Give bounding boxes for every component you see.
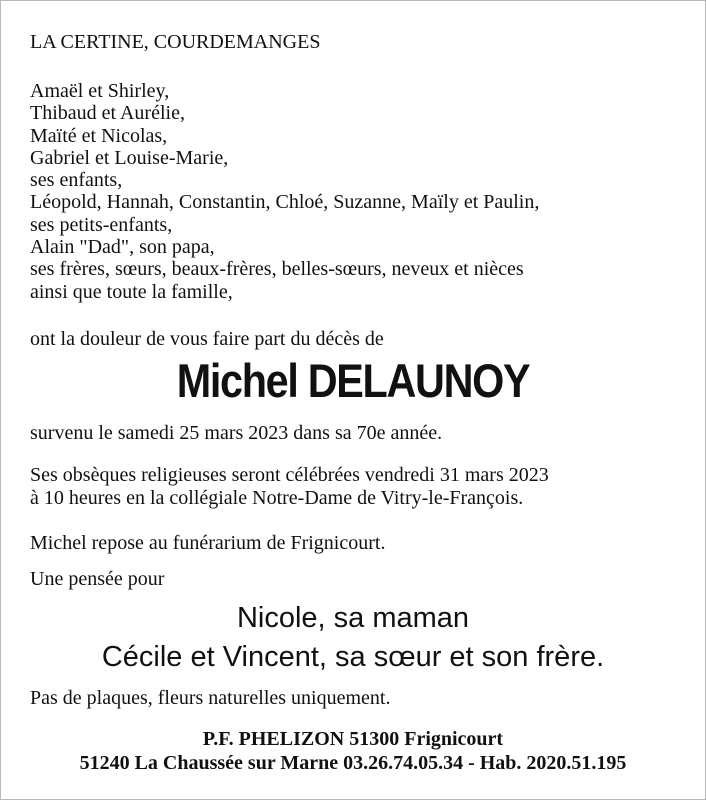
family-member-line: Maïté et Nicolas, <box>30 124 168 147</box>
remembered-person-line: Cécile et Vincent, sa sœur et son frère. <box>101 641 605 673</box>
family-member-line: Alain "Dad", son papa, <box>30 236 215 259</box>
funeral-home-name: P.F. PHELIZON 51300 Frignicourt <box>202 728 504 750</box>
funeral-details-line-1: Ses obsèques religieuses seront célébrées vendredi 31 mars 2023 <box>30 464 549 486</box>
announcement-text: ont la douleur de vous faire part du décès de <box>30 328 384 350</box>
death-date-text: survenu le samedi 25 mars 2023 dans sa 70e année. <box>30 422 443 444</box>
family-member-line: Thibaud et Aurélie, <box>30 102 185 125</box>
location-line: LA CERTINE, COURDEMANGES <box>30 31 321 53</box>
family-relation-line: ses petits-enfants, <box>30 213 173 236</box>
family-member-line: Gabriel et Louise-Marie, <box>30 146 229 169</box>
family-member-line: Léopold, Hannah, Constantin, Chloé, Suzanne, Maïly et Paulin, <box>30 191 540 214</box>
deceased-name: Michel DELAUNOY <box>176 354 530 407</box>
funeral-home-address: 51240 La Chaussée sur Marne 03.26.74.05.34 - Hab. 2020.51.195 <box>79 752 627 774</box>
family-member-line: ses frères, sœurs, beaux-frères, belles-sœurs, neveux et nièces <box>30 258 524 281</box>
family-relation-line: ses enfants, <box>30 169 123 192</box>
thought-intro: Une pensée pour <box>30 568 165 590</box>
family-member-line: Amaël et Shirley, <box>30 80 170 102</box>
remembered-person-line: Nicole, sa maman <box>236 602 470 634</box>
repose-text: Michel repose au funérarium de Frignicourt. <box>30 532 386 554</box>
family-closing-line: ainsi que toute la famille, <box>30 280 233 303</box>
flowers-note: Pas de plaques, fleurs naturelles uniquement. <box>30 687 391 709</box>
family-list <box>30 80 690 303</box>
funeral-details-line-2: à 10 heures en la collégiale Notre-Dame de Vitry-le-François. <box>30 487 524 509</box>
